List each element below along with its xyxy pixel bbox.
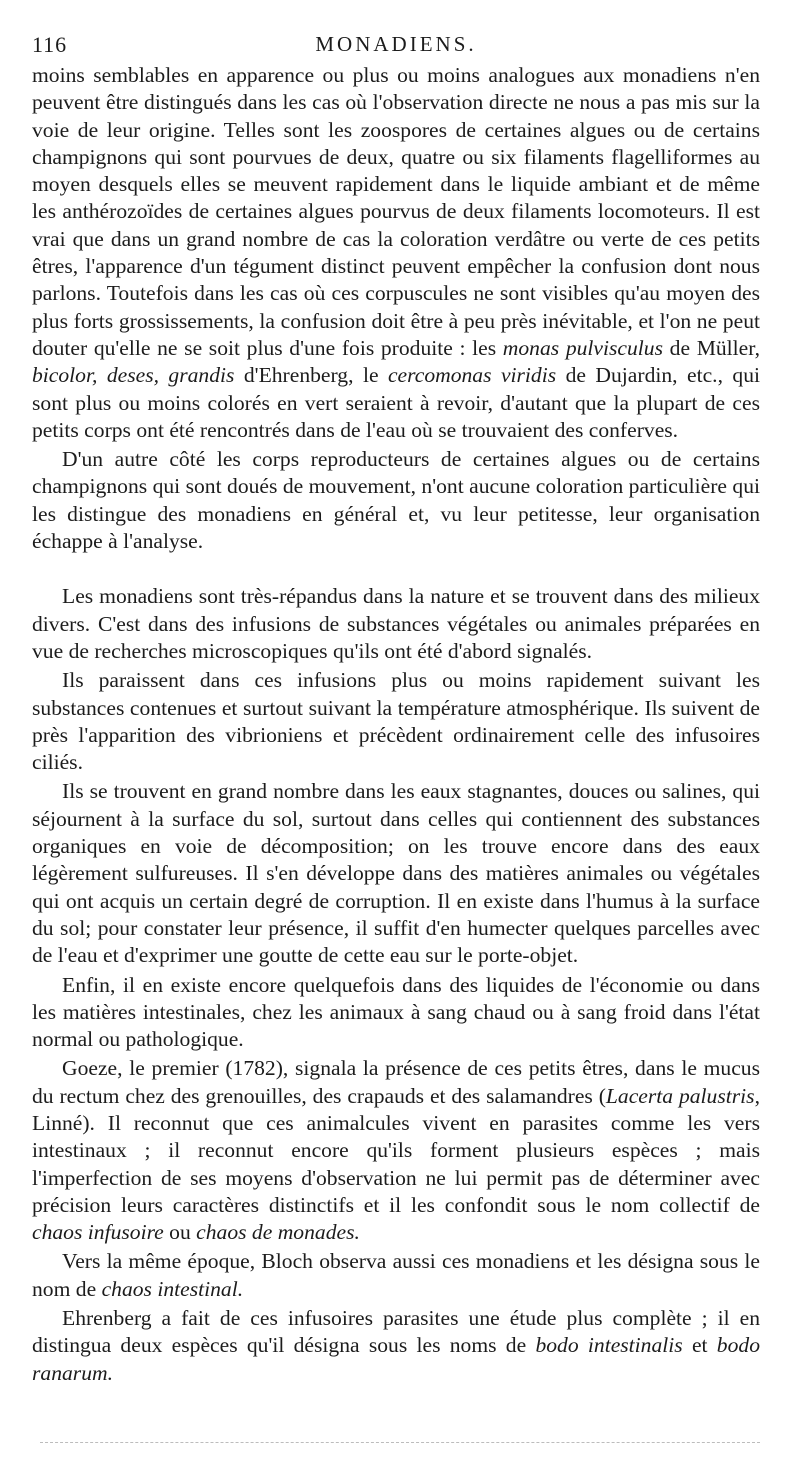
text-run: et xyxy=(682,1333,717,1358)
text-run: Goeze, le premier (1782), signala la présence de ces petits êtres, dans le mucus du rectum chez des grenouilles, des crapauds et des salamandres ( xyxy=(32,1056,760,1108)
text-run: Ils se trouvent en grand nombre dans les eaux stagnantes, douces ou salines, qui séjournent à la surface du sol, surtout dans celles qui contiennent des substances organiques en voie de décomposition; on les trouve encore dans des eaux légèrement sulfureuses. Il s'en développe dans des matières animales ou végétales qui ont acquis un certain degré de corruption. Il en existe dans l'humus à la surface du sol; pour constater leur présence, il suffit d'en humecter quelques parcelles avec de l'eau et d'exprimer une goutte de cette eau sur le porte-objet. xyxy=(32,779,760,968)
paragraph xyxy=(32,1248,760,1303)
italic-term: monas pulvisculus xyxy=(502,335,663,360)
paragraph xyxy=(32,778,760,969)
italic-term: chaos infusoire xyxy=(32,1220,164,1245)
italic-term: bicolor, deses, grandis xyxy=(32,363,235,388)
italic-term: bodo ranarum. xyxy=(32,1333,760,1385)
text-run: , Linné). Il reconnut que ces animalcules vivent en parasites comme les vers intestinaux ; il reconnut encore qu'ils forment plusieurs espèces ; mais l'imperfection de ses moyens d'observation ne lui permit pas de déterminer avec précision leurs caractères distinctifs et il les confondit sous le nom collectif de xyxy=(32,1083,760,1217)
paragraph xyxy=(32,972,760,1054)
body-text xyxy=(32,62,760,1387)
text-run: de Müller, xyxy=(663,335,760,360)
footer-rule xyxy=(40,1442,760,1443)
paragraph xyxy=(32,446,760,555)
text-run: d'Ehrenberg, le xyxy=(234,363,388,388)
text-run: Les monadiens sont très-répandus dans la nature et se trouvent dans des milieux divers. C'est dans des infusions de substances végétales ou animales préparées en vue de recherches microscopiques qu'ils ont été d'abord signalés. xyxy=(32,584,760,663)
paragraph xyxy=(32,583,760,665)
paragraph xyxy=(32,1305,760,1387)
text-run: Enfin, il en existe encore quelquefois dans des liquides de l'économie ou dans les matières intestinales, chez les animaux à sang chaud ou à sang froid dans l'état normal ou pathologique. xyxy=(32,972,760,1052)
paragraph xyxy=(32,1055,760,1246)
text-run: ou xyxy=(163,1220,197,1245)
text-run: Vers la même époque, Bloch observa aussi ces monadiens et les désigna sous le nom de xyxy=(32,1249,760,1301)
italic-term: chaos intestinal. xyxy=(101,1276,244,1301)
paragraph xyxy=(32,62,760,444)
italic-term: bodo intestinalis xyxy=(535,1333,683,1358)
text-run: de Dujardin, etc., qui sont plus ou moins colorés en vert seraient à revoir, d'autant que la plupart de ces petits corps ont été rencontrés dans de l'eau où se trouvaient des conferves. xyxy=(32,363,761,442)
text-run: moins semblables en apparence ou plus ou moins analogues aux monadiens n'en peuvent être distingués dans les cas où l'observation directe ne nous a pas mis sur la voie de leur origine. Telles sont les zoospores de certaines algues ou de certains champignons qui sont pourvues de deux, quatre ou six filaments flagelliformes au moyen desquels elles se meuvent rapidement dans le liquide ambiant et de même les anthérozoïdes de certaines algues pourvus de deux filaments locomoteurs. Il est vrai que dans un grand nombre de cas la coloration verdâtre ou verte de ces petits êtres, l'apparence d'un tégument distinct peuvent empêcher la confusion dont nous parlons. Toutefois dans les cas où ces corpuscules ne sont visibles qu'au moyen des plus forts grossissements, la confusion doit être à peu près inévitable, et l'on ne peut douter qu'elle ne se soit plus d'une fois produite : les xyxy=(32,63,760,360)
running-title: MONADIENS. xyxy=(315,32,477,56)
text-run: Ehrenberg a fait de ces infusoires parasites une étude plus complète ; il en distingua deux espèces qu'il désigna sous les noms de xyxy=(32,1306,760,1358)
paragraph xyxy=(32,667,760,776)
page-header xyxy=(32,18,760,62)
italic-term: chaos de monades. xyxy=(196,1220,360,1245)
italic-term: cercomonas viridis xyxy=(387,363,557,388)
text-run: Ils paraissent dans ces infusions plus ou moins rapidement suivant les substances contenues et surtout suivant la température atmosphérique. Ils suivent de près l'apparition des vibrioniens et précèdent ordinairement celle des infusoires ciliés. xyxy=(32,668,760,775)
text-run: D'un autre côté les corps reproducteurs de certaines algues ou de certains champignons qui sont doués de mouvement, n'ont aucune coloration particulière qui les distingue des monadiens en général et, vu leur petitesse, leur organisation échappe à l'analyse. xyxy=(32,447,760,554)
italic-term: Lacerta palustris xyxy=(605,1083,755,1108)
page-number: 116 xyxy=(32,32,68,57)
